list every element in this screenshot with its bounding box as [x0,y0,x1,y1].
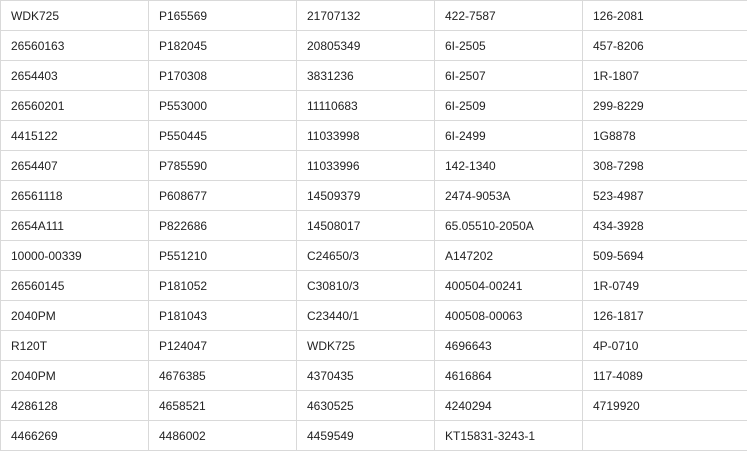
table-row [1,1,747,31]
table-cell: 6I-2509 [435,91,583,121]
table-cell: 400504-00241 [435,271,583,301]
table-cell: 2654A111 [1,211,149,241]
table-row [1,181,747,211]
table-cell: KT15831-3243-1 [435,421,583,451]
table-cell: 26560145 [1,271,149,301]
table-cell: 4658521 [149,391,297,421]
table-cell: 117-4089 [583,361,747,391]
table-cell: 4696643 [435,331,583,361]
table-cell: 2040PM [1,301,149,331]
table-cell: 26561118 [1,181,149,211]
table-cell: 4P-0710 [583,331,747,361]
table-cell: 4616864 [435,361,583,391]
table-cell: 4459549 [297,421,435,451]
table-cell: 4719920 [583,391,747,421]
table-row [1,421,747,451]
table-cell: C24650/3 [297,241,435,271]
table-row [1,211,747,241]
table-cell: 434-3928 [583,211,747,241]
table-cell: 4370435 [297,361,435,391]
table-cell: 523-4987 [583,181,747,211]
table-cell: 2474-9053A [435,181,583,211]
table-cell: 14509379 [297,181,435,211]
table-row [1,301,747,331]
table-cell: 509-5694 [583,241,747,271]
table-cell: 4486002 [149,421,297,451]
table-cell: 4676385 [149,361,297,391]
table-cell: 11110683 [297,91,435,121]
table-cell: P608677 [149,181,297,211]
table-row [1,271,747,301]
table-cell: 4630525 [297,391,435,421]
table-cell: 126-1817 [583,301,747,331]
table-cell: 26560163 [1,31,149,61]
table-row [1,151,747,181]
table-cell: WDK725 [297,331,435,361]
table-cell: P170308 [149,61,297,91]
table-cell: P181052 [149,271,297,301]
table-cell: P550445 [149,121,297,151]
table-cell: C23440/1 [297,301,435,331]
table-row [1,91,747,121]
table-row [1,61,747,91]
table-cell: 142-1340 [435,151,583,181]
table-cell: P182045 [149,31,297,61]
table-cell: P551210 [149,241,297,271]
table-cell: 4286128 [1,391,149,421]
table-cell: 14508017 [297,211,435,241]
table-cell: 6I-2505 [435,31,583,61]
table-cell: 308-7298 [583,151,747,181]
table-cell: 11033996 [297,151,435,181]
table-row [1,361,747,391]
table-cell: 4240294 [435,391,583,421]
table-cell: 21707132 [297,1,435,31]
table-cell: P165569 [149,1,297,31]
table-cell: 4466269 [1,421,149,451]
table-row [1,391,747,421]
table-cell [583,421,747,451]
table-cell: WDK725 [1,1,149,31]
table-cell: P822686 [149,211,297,241]
table-cell: A147202 [435,241,583,271]
table-cell: 126-2081 [583,1,747,31]
table-cell: 1R-0749 [583,271,747,301]
table-cell: 1R-1807 [583,61,747,91]
table-cell: 11033998 [297,121,435,151]
table-cell: C30810/3 [297,271,435,301]
table-cell: P785590 [149,151,297,181]
table-cell: 6I-2507 [435,61,583,91]
table-cell: P181043 [149,301,297,331]
table-cell: 65.05510-2050A [435,211,583,241]
table-cell: 2040PM [1,361,149,391]
table-cell: 4415122 [1,121,149,151]
table-cell: 299-8229 [583,91,747,121]
table-cell: P553000 [149,91,297,121]
table-cell: 3831236 [297,61,435,91]
table-body [1,1,747,451]
table-cell: 400508-00063 [435,301,583,331]
table-cell: 457-8206 [583,31,747,61]
table-cell: 2654407 [1,151,149,181]
table-cell: R120T [1,331,149,361]
table-row [1,121,747,151]
table-cell: 20805349 [297,31,435,61]
table-cell: 422-7587 [435,1,583,31]
table-cell: 2654403 [1,61,149,91]
table-cell: 6I-2499 [435,121,583,151]
table-row [1,31,747,61]
table-cell: 10000-00339 [1,241,149,271]
table-row [1,331,747,361]
table-cell: P124047 [149,331,297,361]
table-cell: 1G8878 [583,121,747,151]
table-row [1,241,747,271]
table-cell: 26560201 [1,91,149,121]
